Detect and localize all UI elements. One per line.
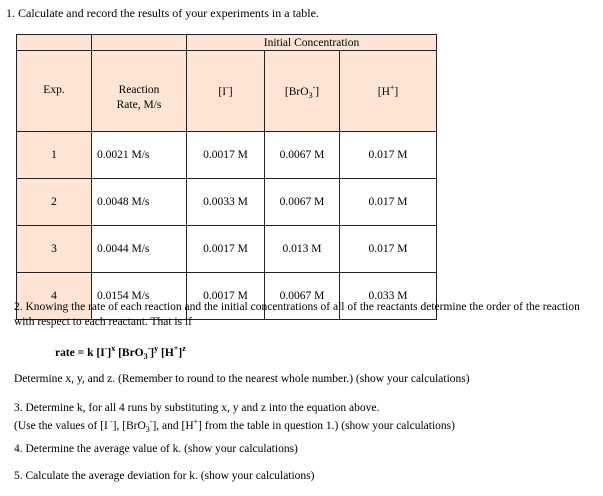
iodide-cell: 0.0033 M bbox=[187, 179, 265, 226]
iodide-cell: 0.0017 M bbox=[187, 132, 265, 179]
rate-header-line2: Rate, M/s bbox=[116, 99, 162, 111]
question-5: 5. Calculate the average deviation for k. (show your calculations) bbox=[14, 470, 315, 482]
results-table bbox=[16, 34, 437, 320]
table-row bbox=[17, 179, 437, 226]
rate-column-header bbox=[92, 51, 187, 132]
bromate-cell: 0.0067 M bbox=[265, 132, 340, 179]
question-4: 4. Determine the average value of k. (show your calculations) bbox=[14, 443, 298, 455]
question-3: 3. Determine k, for all 4 runs by substituting x, y and z into the equation above. bbox=[14, 402, 380, 414]
table-row bbox=[17, 132, 437, 179]
hydrogen-cell: 0.017 M bbox=[340, 132, 437, 179]
hydrogen-column-header: [H+] bbox=[340, 51, 437, 132]
initial-concentration-header: Initial Concentration bbox=[187, 35, 437, 51]
bromate-cell: 0.013 M bbox=[265, 226, 340, 273]
hydrogen-cell: 0.033 M bbox=[340, 273, 437, 320]
bromate-cell: 0.0067 M bbox=[265, 273, 340, 320]
exp-cell: 1 bbox=[17, 132, 92, 179]
exp-cell: 2 bbox=[17, 179, 92, 226]
question-1: 1. Calculate and record the results of your experiments in a table. bbox=[6, 6, 319, 20]
table-subheader-row bbox=[17, 51, 437, 132]
question-3-detail: (Use the values of [I -], [BrO$_3$-], and [H+] from the table in question 1.) (show your calculations) bbox=[14, 417, 455, 435]
determine-xyz-instruction: Determine x, y, and z. (Remember to round to the nearest whole number.) (show your calculations) bbox=[14, 373, 470, 385]
iodide-cell: 0.0017 M bbox=[187, 273, 265, 320]
iodide-column-header: [I-] bbox=[187, 51, 265, 132]
bromate-column-header: [BrO$_3$-] bbox=[265, 51, 340, 132]
rate-law-equation: rate = k $[I^-]^x$ $[BrO_3^-]^y$ $[H^+]^z$ bbox=[55, 344, 186, 362]
table-header-row bbox=[17, 35, 437, 51]
rate-cell: 0.0044 M/s bbox=[92, 226, 187, 273]
hydrogen-cell: 0.017 M bbox=[340, 179, 437, 226]
header-blank-exp bbox=[17, 35, 92, 51]
exp-cell: 4 bbox=[17, 273, 92, 320]
rate-cell: 0.0021 M/s bbox=[92, 132, 187, 179]
bromate-cell: 0.0067 M bbox=[265, 179, 340, 226]
rate-header-line1: Reaction bbox=[118, 84, 160, 96]
rate-cell: 0.0048 M/s bbox=[92, 179, 187, 226]
rate-cell: 0.0154 M/s bbox=[92, 273, 187, 320]
iodide-cell: 0.0017 M bbox=[187, 226, 265, 273]
table-row bbox=[17, 226, 437, 273]
exp-cell: 3 bbox=[17, 226, 92, 273]
question-2: 2. Knowing the rate of each reaction and the initial concentrations of all of the reactants determine the order of the reaction with respect to each reactant. That is if bbox=[14, 301, 580, 328]
header-blank-rate bbox=[92, 35, 187, 51]
exp-column-header: Exp. bbox=[17, 51, 92, 132]
hydrogen-cell: 0.017 M bbox=[340, 226, 437, 273]
